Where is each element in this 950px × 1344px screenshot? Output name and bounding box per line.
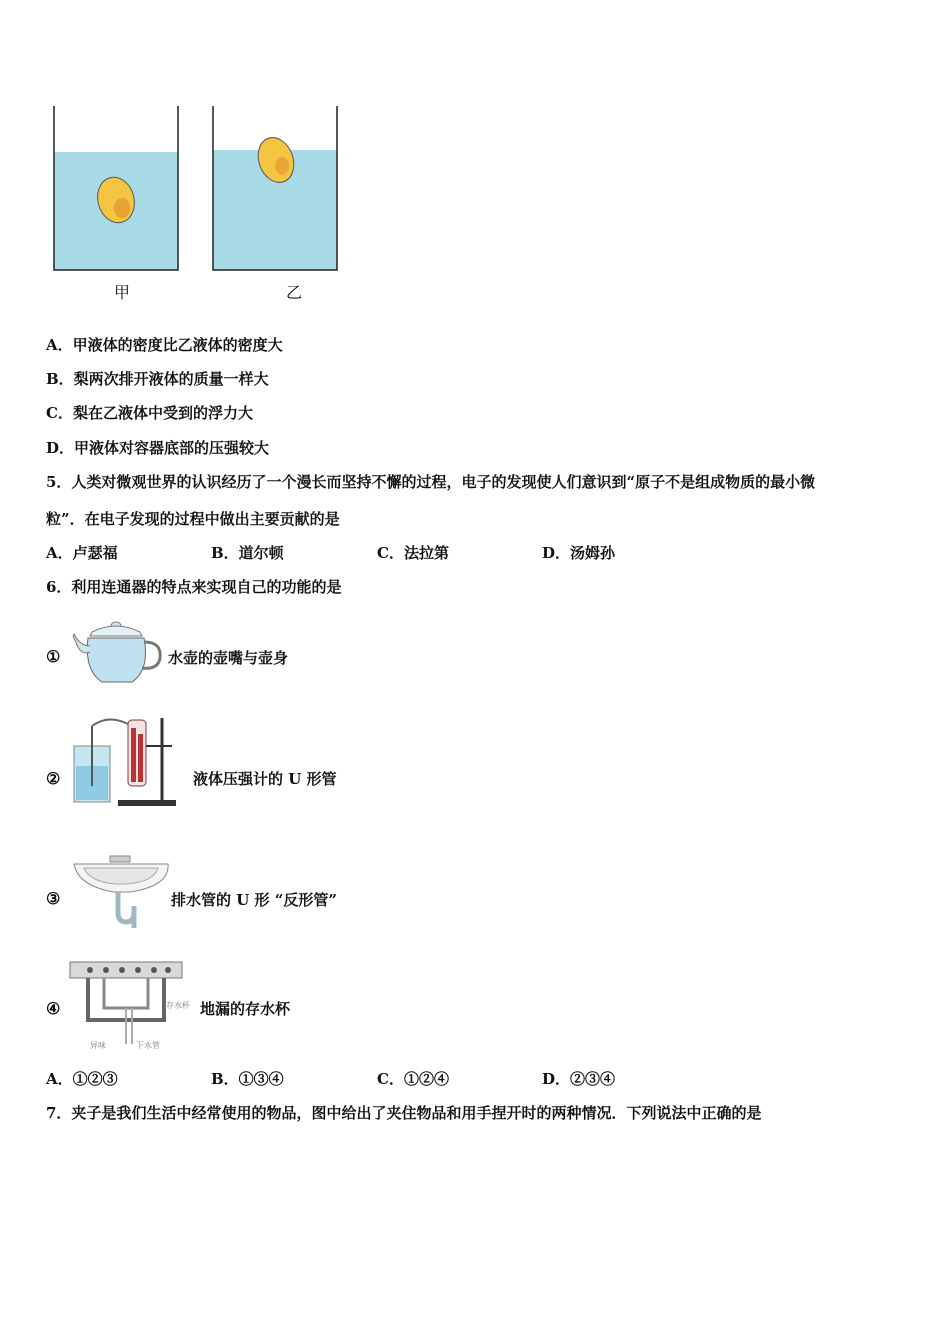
q5-option-b: B．道尔顿 [211,544,284,562]
q5-stem-line1: 5．人类对微观世界的认识经历了一个漫长而坚持不懈的过程，电子的发现使人们意识到“原子不是组成物质的最小微 [46,473,816,491]
q6-option-c: C．①②④ [377,1070,449,1088]
q6-item3-label: 排水管的 U 形 “反形管” [171,891,338,909]
q6-item2-num: ② [46,769,61,788]
q6-option-d: D．②③④ [542,1070,616,1088]
manometer-icon [68,716,180,808]
q5-option-d: D．汤姆孙 [542,544,616,562]
floor-drain-left-label: 异味 [90,1041,106,1050]
q5-stem-line2: 粒”．在电子发现的过程中做出主要贡献的是 [46,510,340,528]
q6-item4-label: 地漏的存水杯 [200,1000,291,1018]
floor-drain-cup-label: 存水杯 [166,1001,190,1010]
sink-u-trap-icon [70,850,174,930]
q6-item4-num: ④ [46,999,61,1018]
beakers-figure [40,100,360,310]
floor-drain-right-label: 下水管 [136,1041,160,1050]
q5-option-a: A．卢瑟福 [46,544,118,562]
q4-option-d: D．甲液体对容器底部的压强较大 [46,439,270,457]
caption-yi: 乙 [286,283,303,302]
q6-item3-num: ③ [46,889,61,908]
q6-item1-label: 水壶的壶嘴与壶身 [168,649,289,667]
q6-stem: 6．利用连通器的特点来实现自己的功能的是 [46,578,342,596]
q5-option-c: C．法拉第 [377,544,449,562]
caption-jia: 甲 [114,283,131,302]
q4-option-a: A．甲液体的密度比乙液体的密度大 [46,336,283,354]
teapot-icon [70,612,166,688]
q7-stem: 7．夹子是我们生活中经常使用的物品，图中给出了夹住物品和用手捏开时的两种情况．下列说法中正确的是 [46,1104,762,1122]
q6-item2-label: 液体压强计的 U 形管 [193,770,337,788]
floor-drain-icon [68,958,202,1052]
q6-item1-num: ① [46,647,61,666]
q4-option-c: C．梨在乙液体中受到的浮力大 [46,404,253,422]
q6-option-b: B．①③④ [211,1070,284,1088]
q4-option-b: B．梨两次排开液体的质量一样大 [46,370,269,388]
q6-option-a: A．①②③ [46,1070,118,1088]
